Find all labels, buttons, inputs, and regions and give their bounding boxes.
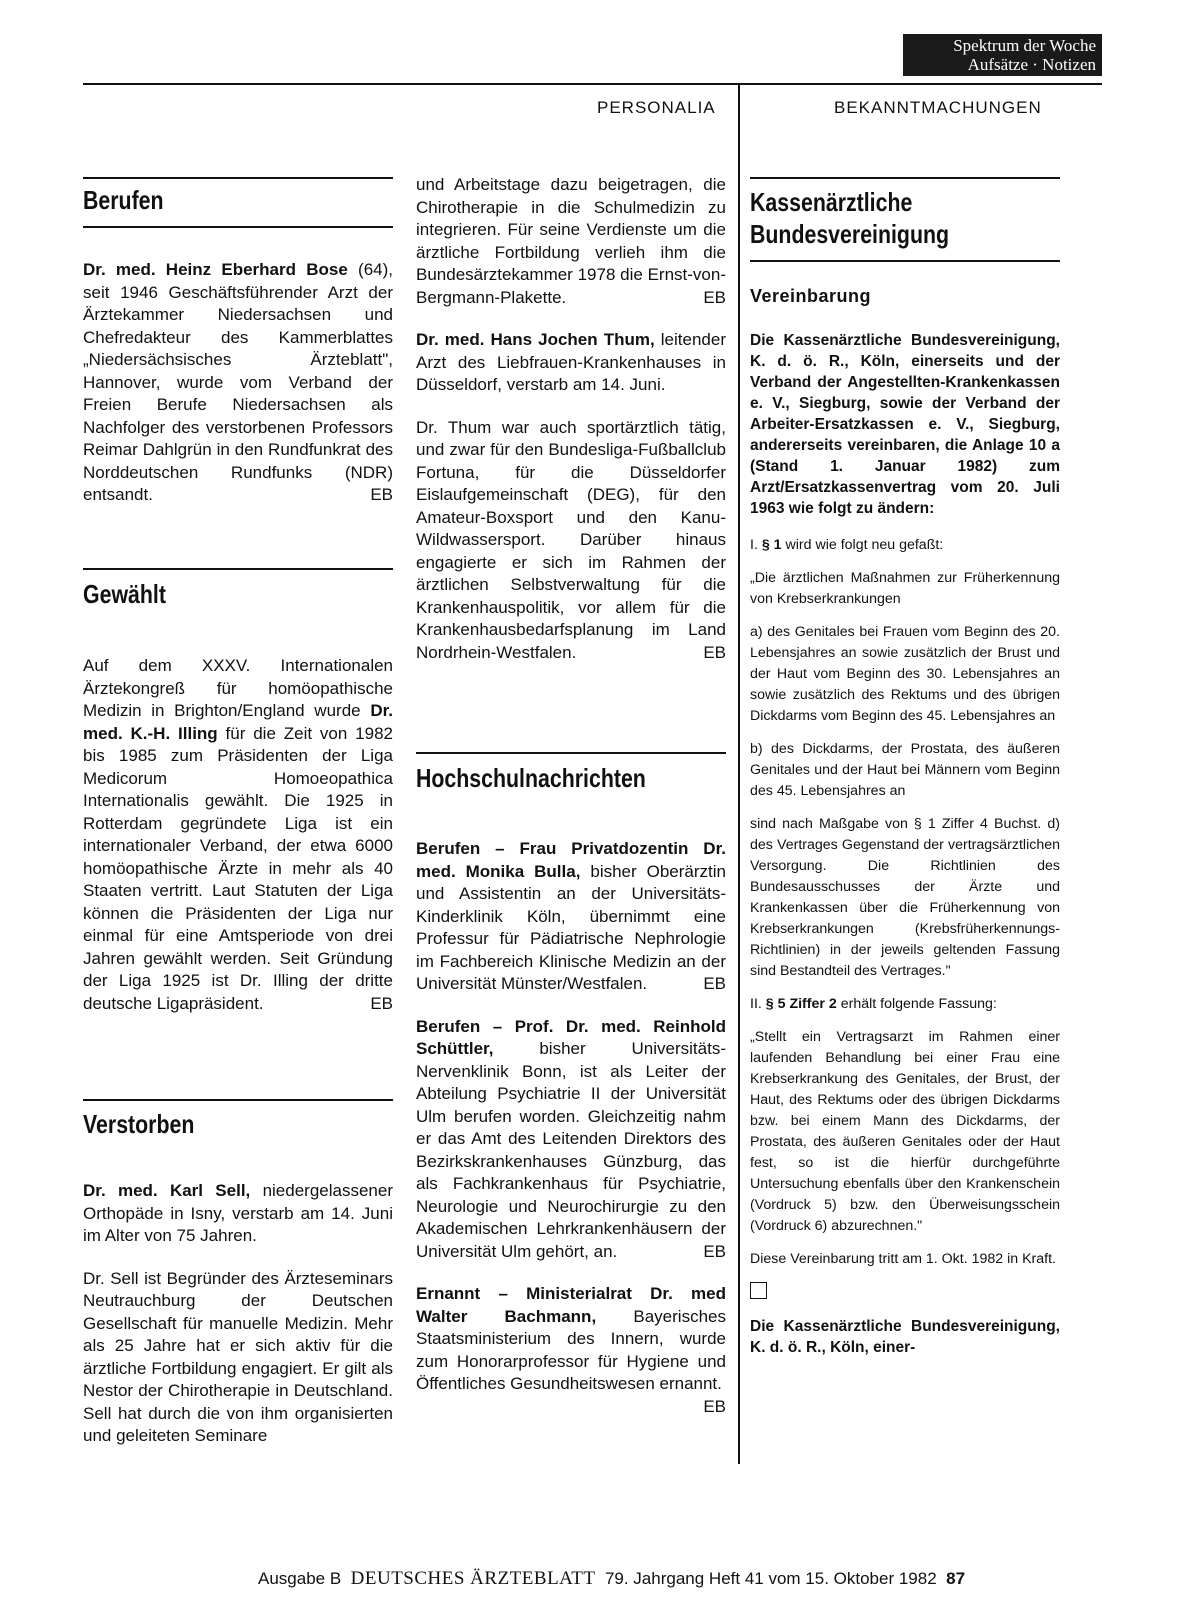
person-name: Ernannt – Ministerialrat Dr. med Walter Bachmann, xyxy=(416,1284,726,1326)
heading-berufen: Berufen xyxy=(83,185,164,215)
article-text: sind nach Maßgabe von § 1 Ziffer 4 Buchst. d) des Vertrages Gegenstand der vertragsärztlichen Versorgung. Die Richtlinien des Bundesausschusses der Ärzte und Krankenkassen über die Früherkennung von Krebserkrankungen (Krebsfrüherkennungs-Richtlinien) in der jeweils geltenden Fassung sind Bestandteil des Vertrages." xyxy=(750,816,1060,979)
article-text: bisher Oberärztin und Assistentin an der Universitäts-Kinderklinik Köln, übernimmt eine Professur für Pädiatrische Nephrologie im Fachbereich Klinische Medizin an der Universität Münster/Westfalen. xyxy=(416,861,726,993)
article-text: „Stellt ein Vertragsarzt im Rahmen einer laufenden Behandlung bei einer Frau eine Krebserkrankung des Genitales, der Brust, der Haut, des Rektums oder des übrigen Dickdarms bzw. bei einem Mann des Dickdarms, der Prostata, des äußeren Genitales oder der Haut fest, so ist die hierfür durchgeführte Untersuchung ebenfalls über den Krankenschein (Vordruck 5) bzw. den Überweisungsschein (Vordruck 6) abzurechnen." xyxy=(750,1029,1060,1234)
article-text: „Die ärztlichen Maßnahmen zur Früherkennung von Krebserkrankungen xyxy=(750,570,1060,607)
top-rule xyxy=(83,83,1102,85)
article-text: Dr. Thum war auch sportärztlich tätig, und zwar für den Bundesliga-Fußballclub Fortuna, für die Düsseldorfer Eislaufgemeinschaft (DEG), für den Amateur-Boxsport und den Kanu-Wildwassersport. Darüber hinaus engagierte er sich im Rahmen der ärztlichen Selbstverwaltung für die Krankenhauspolitik, vor allem für die Krankenhausbedarfsplanung im Land Nordrhein-Westfalen. xyxy=(416,417,726,662)
column-2-bottom xyxy=(416,838,726,1418)
author-mark: EB xyxy=(703,1396,726,1416)
article-text: b) des Dickdarms, der Prostata, des äußeren Genitales und der Haut bei Männern vom Beginn des 45. Lebensjahres an xyxy=(750,741,1060,799)
author-mark: EB xyxy=(703,1241,726,1261)
roman-numeral: II. xyxy=(750,996,762,1012)
paragraph-ref: § 1 xyxy=(761,537,782,553)
column-2-top xyxy=(416,174,726,664)
rule-berufen-top xyxy=(83,177,393,179)
heading-gewaehlt: Gewählt xyxy=(83,579,166,609)
article-sell xyxy=(83,1180,393,1448)
column-3-body xyxy=(750,330,1060,1358)
article-text: erhält folgende Fassung: xyxy=(840,996,997,1012)
article-text: a) des Genitales bei Frauen vom Beginn des 20. Lebensjahres an sowie zusätzlich der Brust und der Haut vom Beginn des 30. Lebensjahres an sowie zusätzlich des Rektums und des übrigen Dickdarms vom Beginn des 45. Lebensjahres an xyxy=(750,624,1060,724)
heading-verstorben: Verstorben xyxy=(83,1109,195,1139)
author-mark: EB xyxy=(370,993,393,1013)
end-square-icon xyxy=(750,1282,767,1299)
rule-hochschul-top xyxy=(416,752,726,754)
lead-paragraph-2: Die Kassenärztliche Bundesvereinigung, K. d. ö. R., Köln, einer- xyxy=(750,1318,1060,1356)
paragraph-ref: § 5 Ziffer 2 xyxy=(765,996,837,1012)
article-text: wird wie folgt neu gefaßt: xyxy=(785,537,944,553)
person-name: Dr. med. K.-H. Illing xyxy=(83,701,393,743)
person-name: Dr. med. Karl Sell, xyxy=(83,1181,251,1200)
article-text: Diese Vereinbarung tritt am 1. Okt. 1982 in Kraft. xyxy=(750,1251,1056,1267)
page-number: 87 xyxy=(946,1569,966,1588)
article-text: und Arbeitstage dazu beigetragen, die Chirotherapie in die Schulmedizin zu integrieren. Für seine Verdienste um die ärztliche Fortbildung verlieh ihm die Bundesärztekammer 1978 die Ernst-von-Bergmann-Plakette. xyxy=(416,175,726,307)
page-footer xyxy=(258,1568,965,1590)
rule-gewaehlt-top xyxy=(83,568,393,570)
author-mark: EB xyxy=(703,642,726,662)
heading-kbv-line2: Bundesvereinigung xyxy=(750,219,950,249)
vereinbarung-text xyxy=(750,535,1060,1306)
subheading-vereinbarung: Vereinbarung xyxy=(750,286,872,306)
article-text: Auf dem XXXV. Internationalen Ärztekongreß für homöopathische Medizin in Brighton/England wurde xyxy=(83,656,393,720)
rule-kbv-bottom xyxy=(750,260,1060,262)
section-personalia: PERSONALIA xyxy=(597,98,716,117)
footer-edition: Ausgabe B xyxy=(258,1569,342,1588)
article-text: für die Zeit von 1982 bis 1985 zum Präsidenten der Liga Medicorum Homoeopathica Internationalis gewählt. Die 1925 in Rotterdam gegründete Liga ist ein internationaler Verband, der etwa 6000 homöopathische Ärzte in mehr als 40 Staaten vertritt. Laut Statuten der Liga können die Präsidenten der Liga nur einmal für eine Amtsperiode von drei Jahren gewählt werden. Seit Gründung der Liga 1925 ist Dr. Illing der dritte deutsche Ligapräsident. xyxy=(83,723,393,1013)
article-text: Dr. Sell ist Begründer des Ärzteseminars Neutrauchburg der Deutschen Gesellschaft für manuelle Medizin. Mehr als 25 Jahre hat er sich aktiv für die ärztliche Fortbildung engagiert. Er gilt als Nestor der Chirotherapie in Deutschland. Sell hat durch die von ihm organisierten und geleiteten Seminare xyxy=(83,1268,393,1445)
author-mark: EB xyxy=(703,287,726,307)
section-bekanntmachungen: BEKANNTMACHUNGEN xyxy=(834,98,1042,117)
article-text: (64), seit 1946 Geschäftsführender Arzt der Ärztekammer Niedersachsen und Chefredakteur des Kammerblattes „Niedersächsisches Ärzteblatt", Hannover, wurde vom Verband der Freien Berufe Niedersachsen als Nachfolger des verstorbenen Professors Reimar Dahlgrün in den Rundfunkrat des Norddeutschen Rundfunks (NDR) entsandt. xyxy=(83,260,393,504)
article-text: bisher Universitäts-Nervenklinik Bonn, ist als Leiter der Abteilung Psychiatrie II der Universität Ulm berufen worden. Gleichzeitig nahm er das Amt des Leitenden Direktors des Bezirkskrankenhauses Günzburg, das als Fachkrankenhaus für Psychiatrie, Neurologie und Neurochirurgie zu den Akademischen Lehrkrankenhäusern der Universität Ulm gehört, an. xyxy=(416,1039,726,1261)
person-name: Berufen – Prof. Dr. med. Reinhold Schüttler, xyxy=(416,1016,726,1058)
person-name: Dr. med. Hans Jochen Thum, xyxy=(416,330,655,349)
rule-berufen-bottom xyxy=(83,226,393,228)
person-name: Dr. med. Heinz Eberhard Bose xyxy=(83,260,348,279)
author-mark: EB xyxy=(370,485,393,504)
lead-paragraph: Die Kassenärztliche Bundesvereinigung, K. d. ö. R., Köln, einerseits und der Verband der Angestellten-Krankenkassen e. V., Siegburg, sowie der Verband der Arbeiter-Ersatzkassen e. V., Siegburg, andererseits vereinbaren, die Anlage 10 a (Stand 1. Januar 1982) zum Arzt/Ersatzkassenvertrag vom 20. Juli 1963 wie folgt zu ändern: xyxy=(750,332,1060,517)
heading-hochschulnachrichten: Hochschulnachrichten xyxy=(416,763,646,793)
rule-kbv-top xyxy=(750,177,1060,179)
article-bose xyxy=(83,259,393,507)
section-badge xyxy=(903,34,1102,76)
footer-issue: 79. Jahrgang Heft 41 vom 15. Oktober 1982 xyxy=(604,1569,937,1588)
heading-kbv-line1: Kassenärztliche xyxy=(750,187,913,217)
roman-numeral: I. xyxy=(750,537,758,553)
badge-line-1: Spektrum der Woche xyxy=(953,36,1096,55)
article-text: niedergelassener Orthopäde in Isny, verstarb am 14. Juni im Alter von 75 Jahren. xyxy=(83,1181,393,1245)
badge-line-2: Aufsätze · Notizen xyxy=(967,55,1096,74)
article-text: Bayerisches Staatsministerium des Innern, wurde zum Honorarprofessor für Hygiene und Öffentliches Gesundheitswesen ernannt. xyxy=(416,1306,726,1393)
footer-magazine: DEUTSCHES ÄRZTEBLATT xyxy=(350,1568,596,1589)
rule-verstorben-top xyxy=(83,1099,393,1101)
person-name: Berufen – Frau Privatdozentin Dr. med. Monika Bulla, xyxy=(416,839,726,881)
column-divider xyxy=(738,84,740,1464)
article-illing xyxy=(83,655,393,1015)
article-text: leitender Arzt des Liebfrauen-Krankenhauses in Düsseldorf, verstarb am 14. Juni. xyxy=(416,330,726,394)
author-mark: EB xyxy=(703,974,726,993)
